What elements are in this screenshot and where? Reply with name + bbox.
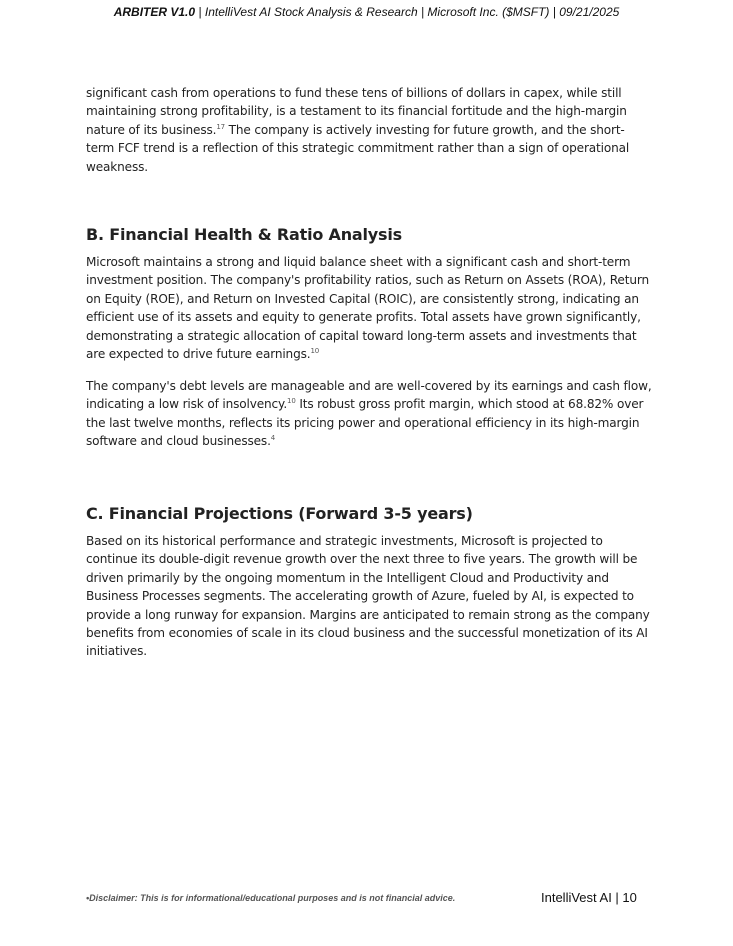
paragraph-text: significant cash from operations to fund these tens of billions of dollars in capex, while still maintaining strong profitability, is a testament to its financial fortitude and the high-margin nature of its business. xyxy=(86,86,627,137)
paragraph-text: Microsoft maintains a strong and liquid balance sheet with a significant cash and short-term investment position. The company's profitability ratios, such as Return on Assets (ROA), Return on Equity (ROE), and Return on Invested Capital (ROIC), are consistently strong, indicating an efficient use of its assets and equity to generate profits. Total assets have grown significantly, demonstrating a strategic allocation of capital toward long-term assets and investments that are expected to drive future earnings. xyxy=(86,255,649,362)
section-c-paragraph-1: Based on its historical performance and strategic investments, Microsoft is projected to continue its double-digit revenue growth over the next three to five years. The growth will be driven primarily by the ongoing momentum in the Intelligent Cloud and Productivity and Business Processes segments. The accelerating growth of Azure, fueled by AI, is expected to provide a long runway for expansion. Margins are anticipated to remain strong as the company benefits from economies of scale in its cloud business and the successful monetization of its AI initiatives. xyxy=(86,534,650,659)
paragraph-text: The company is actively investing for future growth, and the short-term FCF trend is a reflection of this strategic commitment rather than a sign of operational weakness. xyxy=(86,122,630,174)
footnote-ref[interactable]: 10 xyxy=(310,347,320,356)
header-subtitle: IntelliVest AI Stock Analysis & Research xyxy=(204,5,418,19)
section-b-paragraph-1 xyxy=(86,253,652,363)
section-b-paragraph-2 xyxy=(86,377,652,451)
header-separator: | xyxy=(417,5,428,19)
section-c-heading: C. Financial Projections (Forward 3-5 years) xyxy=(86,504,473,523)
header-brand: ARBITER V1.0 xyxy=(113,5,196,19)
intro-paragraph xyxy=(86,84,652,176)
page-number: IntelliVest AI | 10 xyxy=(541,890,637,905)
footnote-ref[interactable]: 10 xyxy=(287,397,296,406)
header-company: Microsoft Inc. ($MSFT) xyxy=(427,5,550,19)
page-header xyxy=(0,5,733,19)
footnote-ref[interactable]: 4 xyxy=(270,434,276,443)
paragraph-text: Its robust gross profit margin, which stood at 68.82% over the last twelve months, reflects its pricing power and operational efficiency in its high-margin software and cloud businesses. xyxy=(86,397,644,449)
header-separator: | xyxy=(195,5,205,19)
paragraph-text: The company's debt levels are manageable and are well-covered by its earnings and cash flow, indicating a low risk of insolvency. xyxy=(86,379,652,412)
header-date: 09/21/2025 xyxy=(559,5,620,19)
section-b-heading: B. Financial Health & Ratio Analysis xyxy=(86,225,402,244)
header-separator: | xyxy=(549,5,560,19)
footnote-ref[interactable]: 17 xyxy=(216,122,225,131)
disclaimer: •Disclaimer: This is for informational/educational purposes and is not financial advice. xyxy=(86,893,456,903)
